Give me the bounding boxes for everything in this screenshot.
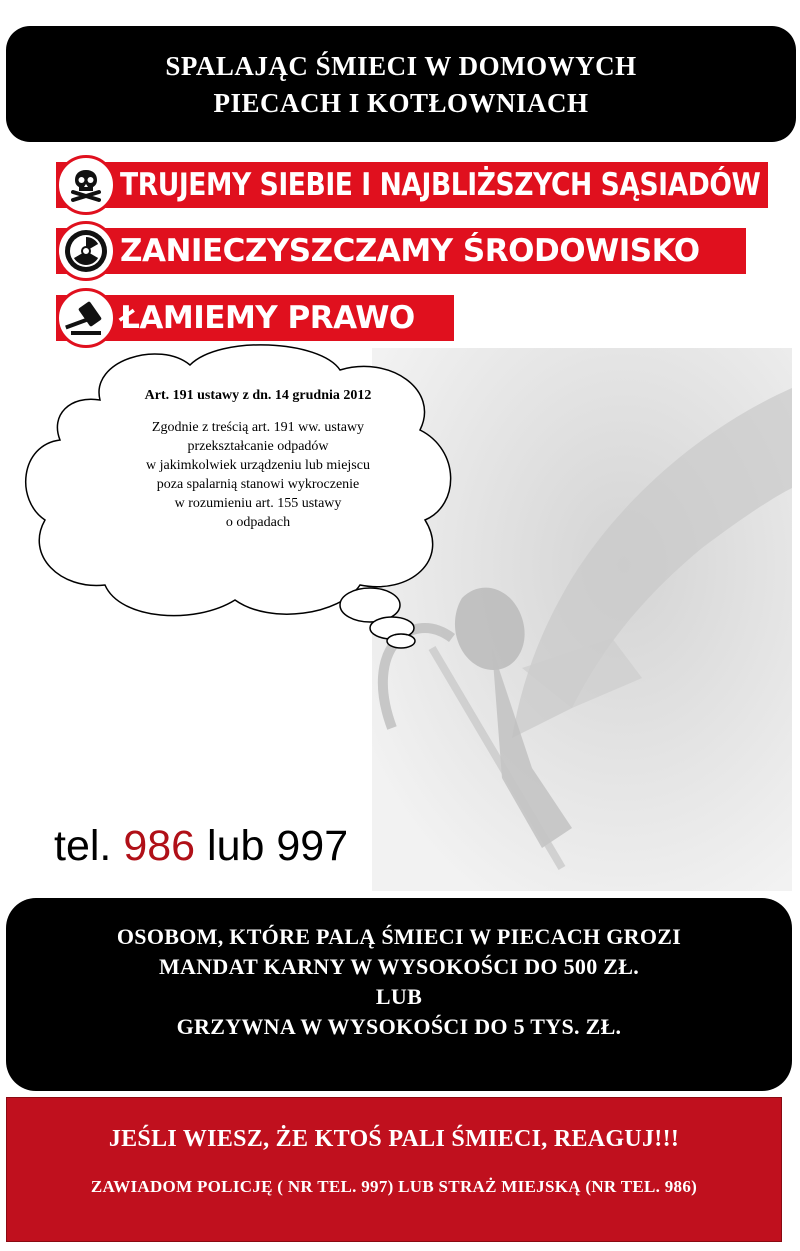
fine-line-4: GRZYWNA W WYSOKOŚCI DO 5 TYS. ZŁ. (176, 1014, 622, 1039)
bubble-line: o odpadach (225, 515, 291, 530)
fine-line-2: MANDAT KARNY W WYSOKOŚCI DO 500 ZŁ. (158, 954, 640, 979)
call-to-action-title: JEŚLI WIESZ, ŻE KTOŚ PALI ŚMIECI, REAGUJ!!! (108, 1126, 680, 1152)
radiation-icon (56, 221, 116, 281)
phone-prefix: tel. (54, 822, 112, 870)
bubble-text (108, 388, 408, 532)
bubble-title: Art. 191 ustawy z dn. 14 grudnia 2012 (144, 388, 372, 403)
bubble-line: Zgodnie z treścią art. 191 ww. ustawy (151, 420, 365, 435)
phone-number-1: 986 (123, 822, 196, 870)
bubble-line: przekształcanie odpadów (187, 439, 329, 454)
fine-line-1: OSOBOM, KTÓRE PALĄ ŚMIECI W PIECACH GROZI (116, 924, 682, 949)
header-line-1: SPALAJĄC ŚMIECI W DOMOWYCH (165, 51, 637, 81)
bubble-line: poza spalarnią stanowi wykroczenie (156, 477, 360, 492)
header-line-2: PIECACH I KOTŁOWNIACH (213, 88, 589, 118)
header-banner (6, 26, 796, 142)
fine-line-3: LUB (375, 984, 423, 1009)
warning-strip (56, 228, 746, 274)
call-to-action-subtitle: ZAWIADOM POLICJĘ ( NR TEL. 997) LUB STRAŻ MIEJSKĄ (NR TEL. 986) (90, 1177, 698, 1196)
phone-number-2: 997 (276, 822, 349, 870)
phone-middle: lub (207, 822, 265, 870)
gavel-icon (56, 288, 116, 348)
call-to-action-box (6, 1097, 782, 1242)
fine-info-box (6, 898, 792, 1091)
bubble-line: w jakimkolwiek urządzeniu lub miejscu (146, 458, 370, 473)
warning-label: ŁAMIEMY PRAWO (120, 300, 415, 336)
bubble-line: w rozumieniu art. 155 ustawy (174, 496, 342, 511)
warning-strip (56, 162, 768, 208)
phone-line (54, 822, 348, 871)
bubble-body (108, 418, 408, 532)
warning-label: TRUJEMY SIEBIE I NAJBLIŻSZYCH SĄSIADÓW (120, 167, 761, 203)
warning-label: ZANIECZYSZCZAMY ŚRODOWISKO (120, 233, 700, 269)
skull-crossbones-icon (56, 155, 116, 215)
